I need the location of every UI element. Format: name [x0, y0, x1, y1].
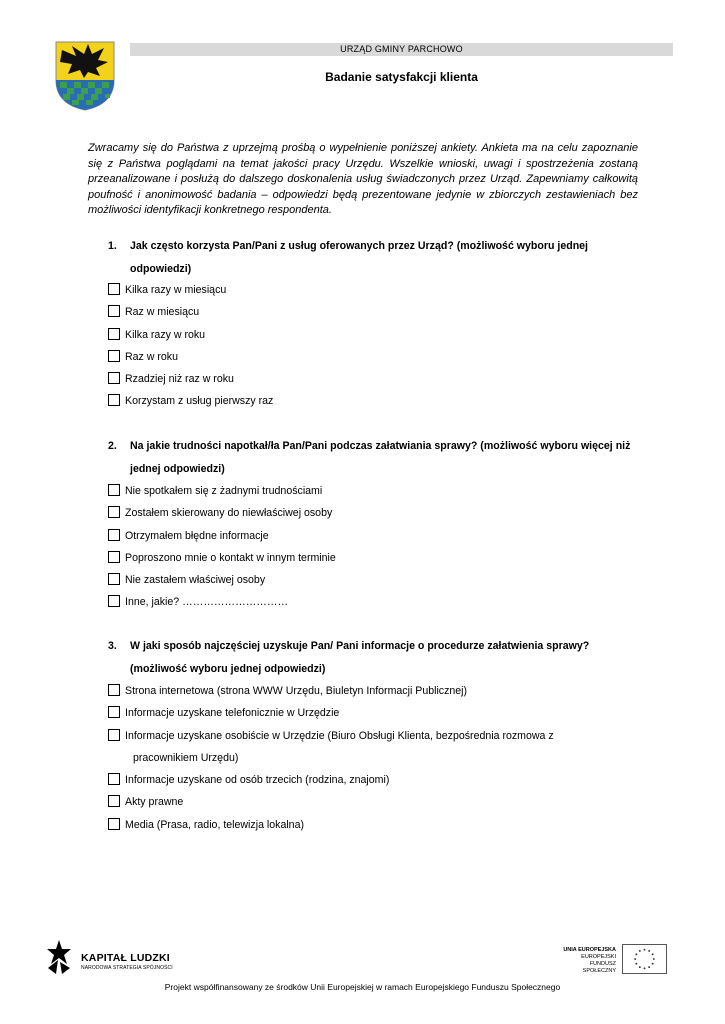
option-label: Raz w miesiącu: [125, 306, 200, 319]
question-text-line1: Na jakie trudności napotkał/ła Pan/Pani podczas załatwiania sprawy? (możliwość wyboru więcej niż: [130, 440, 631, 452]
question-text-line2: odpowiedzi): [130, 262, 192, 275]
intro-paragraph: Zwracamy się do Państwa z uprzejmą prośbą o wypełnienie poniższej ankiety. Ankieta ma na celu zapoznanie się z Państwa poglądami na temat jakości pracy Urzędu. Wszelkie wnioski, uwagi i spostrzeżenia zostaną przeanalizowane i posłużą do dalszego doskonalenia usług świadczonych przez Urząd. Zapewniamy całkowitą poufność i anonimowość badania – odpowiedzi będą prezentowane jedynie w zbiorczych zestawieniach bez możliwości identyfikacji konkretnego respondenta.: [88, 142, 638, 217]
eu-flag-icon: [622, 944, 667, 974]
option[interactable]: [108, 394, 648, 416]
question-text-line2: (możliwość wyboru jednej odpowiedzi): [130, 662, 326, 675]
question-3: [108, 635, 648, 680]
checkbox[interactable]: [108, 795, 120, 807]
checkbox[interactable]: [108, 551, 120, 563]
option-label-line1: Informacje uzyskane osobiście w Urzędzie (Biuro Obsługi Klienta, bezpośrednia rozmowa z: [125, 729, 554, 742]
footer-cofinancing-note: Projekt współfinansowany ze środków Unii Europejskiej w ramach Europejskiego Funduszu Społecznego: [164, 982, 561, 992]
checkbox[interactable]: [108, 372, 120, 384]
option-label: Media (Prasa, radio, telewizja lokalna): [125, 818, 304, 831]
option-label: Poproszono mnie o kontakt w innym terminie: [125, 551, 336, 564]
option-label: [125, 725, 585, 770]
office-name-banner: URZĄD GMINY PARCHOWO: [130, 43, 673, 56]
checkbox[interactable]: [108, 328, 120, 340]
option-label: Raz w roku: [125, 350, 178, 363]
option-label-line2: pracownikiem Urzędu): [133, 751, 239, 764]
checkbox[interactable]: [108, 729, 120, 741]
option-label: Rzadziej niż raz w roku: [125, 373, 234, 386]
question-text-line1: Jak często korzysta Pan/Pani z usług oferowanych przez Urząd? (możliwość wyboru jednej: [130, 240, 588, 252]
question-1-options: [108, 283, 648, 417]
kapital-ludzki-emblem-icon: [44, 938, 74, 976]
option[interactable]: [108, 595, 648, 617]
eu-line-2: EUROPEJSKI: [581, 954, 616, 960]
question-text-line1: W jaki sposób najczęściej uzyskuje Pan/ Pani informacje o procedurze załatwienia sprawy?: [130, 640, 590, 652]
option-label: Strona internetowa (strona WWW Urzędu, Biuletyn Informacji Publicznej): [125, 685, 468, 697]
checkbox[interactable]: [108, 394, 120, 406]
checkbox[interactable]: [108, 350, 120, 362]
option-label: Akty prawne: [125, 796, 184, 809]
question-number: 2.: [108, 440, 117, 452]
option-label: Nie zastałem właściwej osoby: [125, 574, 266, 587]
checkbox[interactable]: [108, 305, 120, 317]
option-label: Zostałem skierowany do niewłaściwej osoby: [125, 507, 333, 520]
question-2: [108, 435, 648, 480]
question-number: 3.: [108, 640, 117, 652]
option-label: Nie spotkałem się z żadnymi trudnościami: [125, 485, 323, 497]
option-label: Korzystam z usług pierwszy raz: [125, 395, 274, 408]
checkbox[interactable]: [108, 773, 120, 785]
option[interactable]: [108, 729, 648, 774]
checkbox[interactable]: [108, 684, 120, 696]
eu-line-3: FUNDUSZ SPOŁECZNY: [582, 961, 616, 974]
checkbox[interactable]: [108, 595, 120, 607]
option-label: Informacje uzyskane od osób trzecich (rodzina, znajomi): [125, 774, 390, 787]
checkbox[interactable]: [108, 283, 120, 295]
question-1: [108, 235, 648, 280]
checkbox[interactable]: [108, 818, 120, 830]
question-text-line2: jednej odpowiedzi): [130, 462, 225, 475]
checkbox[interactable]: [108, 529, 120, 541]
option[interactable]: [108, 818, 648, 840]
question-2-options: [108, 484, 648, 618]
eu-line-1: UNIA EUROPEJSKA: [563, 947, 616, 953]
coat-of-arms-logo: [54, 40, 116, 112]
question-3-options: [108, 684, 648, 840]
option-label: Informacje uzyskane telefonicznie w Urzędzie: [125, 707, 340, 720]
option-label: Inne, jakie? …………………………: [125, 596, 289, 609]
question-number: 1.: [108, 240, 117, 252]
document-title: Badanie satysfakcji klienta: [325, 70, 478, 84]
eu-label: [560, 947, 616, 975]
kapital-ludzki-title: KAPITAŁ LUDZKI: [81, 952, 170, 964]
option-label: Otrzymałem błędne informacje: [125, 529, 269, 542]
option-label: Kilka razy w roku: [125, 328, 206, 341]
checkbox[interactable]: [108, 573, 120, 585]
kapital-ludzki-subtitle: NARODOWA STRATEGIA SPÓJNOŚCI: [81, 965, 173, 971]
option-label: Kilka razy w miesiącu: [125, 284, 227, 296]
checkbox[interactable]: [108, 506, 120, 518]
checkbox[interactable]: [108, 484, 120, 496]
checkbox[interactable]: [108, 706, 120, 718]
